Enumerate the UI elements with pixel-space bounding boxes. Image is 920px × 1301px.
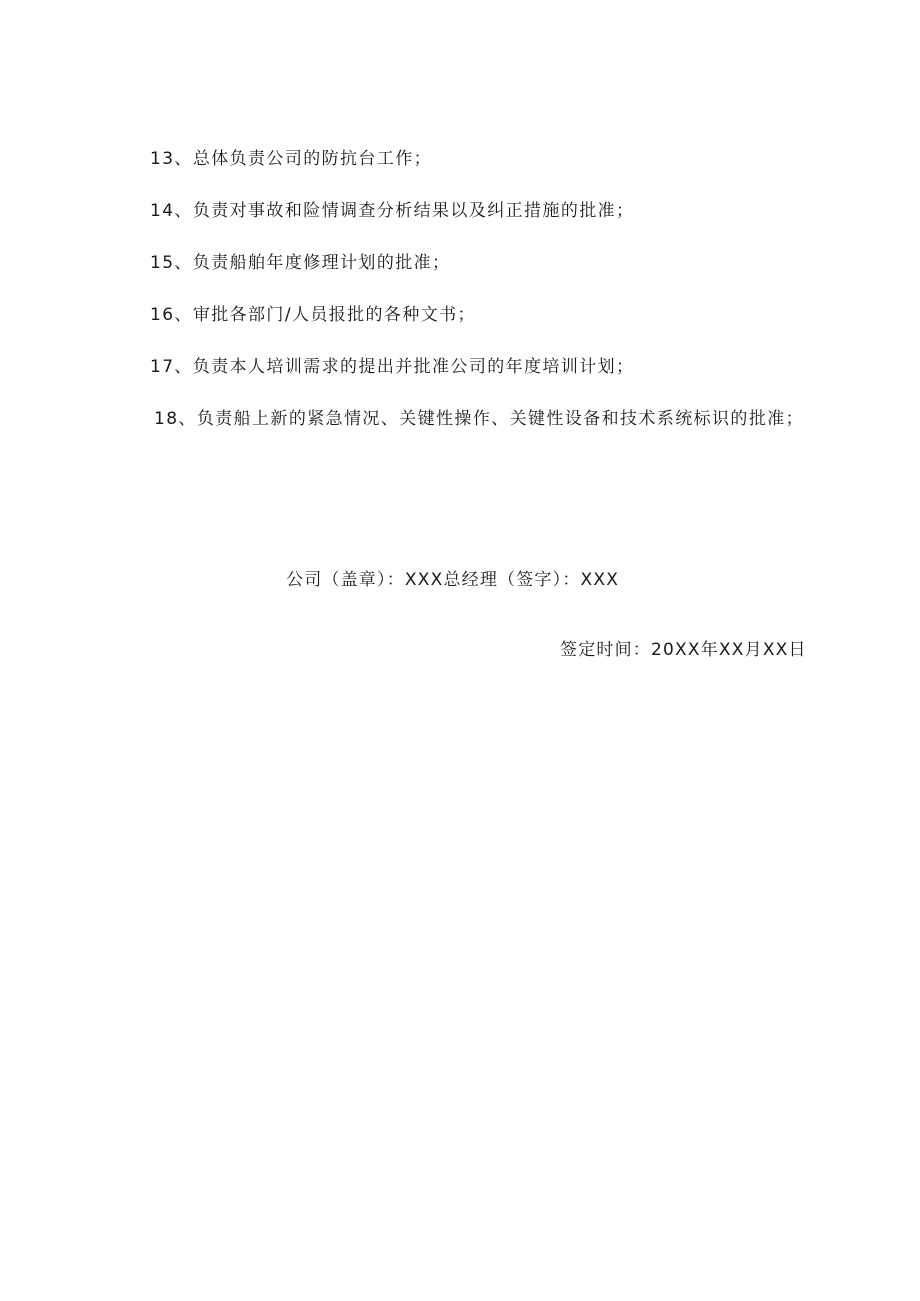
duty-item-18: 18、负责船上新的紧急情况、关键性操作、关键性设备和技术系统标识的批准； [154, 409, 805, 429]
duty-item-13: 13、总体负责公司的防抗台工作； [150, 149, 433, 169]
signing-date-line: 签定时间：20XX年XX月XX日 [560, 640, 807, 660]
duty-item-16: 16、审批各部门/人员报批的各种文书； [150, 305, 476, 325]
duty-item-14: 14、负责对事故和险情调查分析结果以及纠正措施的批准； [150, 201, 635, 221]
company-signature-line: 公司（盖章）：XXX总经理（签字）：XXX [286, 570, 620, 590]
duty-item-15: 15、负责船舶年度修理计划的批准； [150, 253, 451, 273]
duty-item-17: 17、负责本人培训需求的提出并批准公司的年度培训计划； [150, 357, 635, 377]
